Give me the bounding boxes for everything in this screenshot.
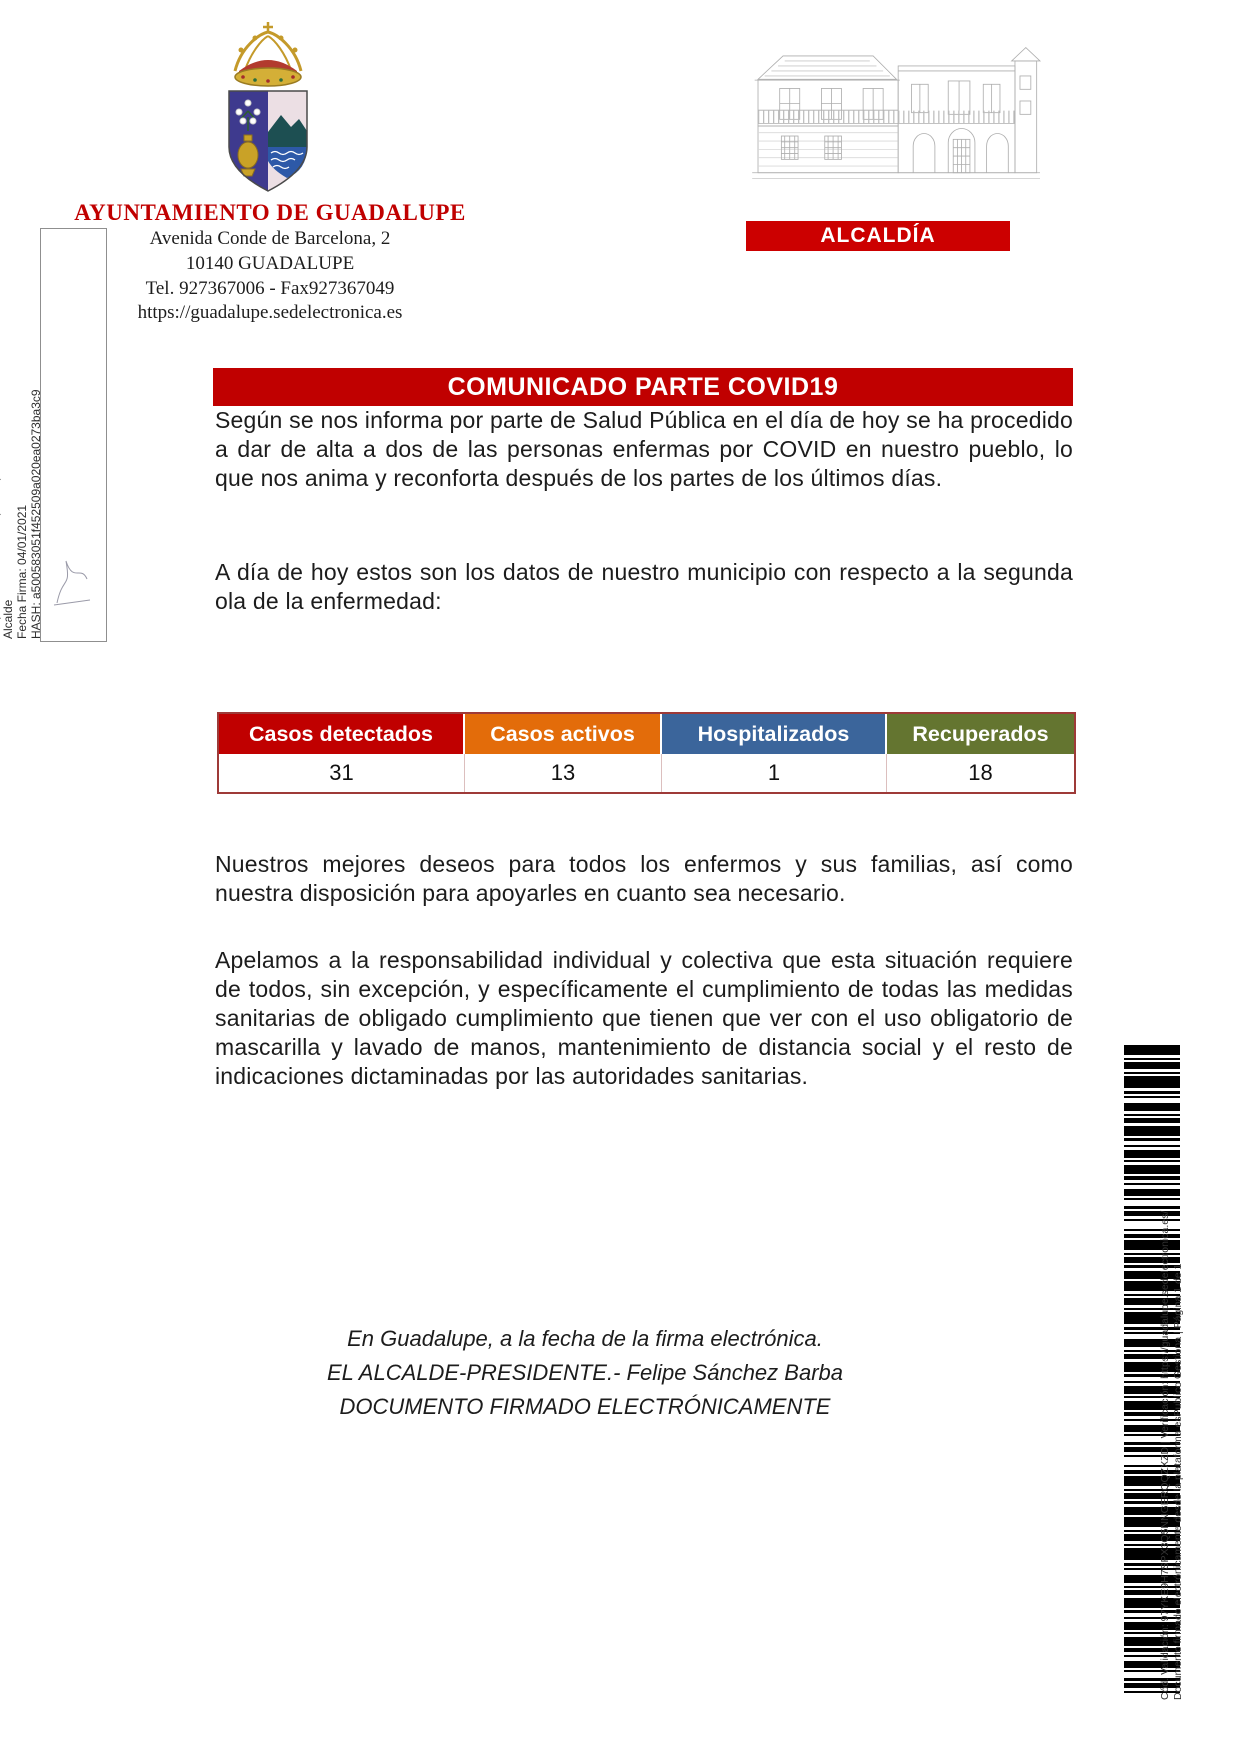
org-postal-line: 10140 GUADALUPE [185,253,355,274]
covid-data-table [217,712,1076,794]
signer-role: Alcalde [1,599,15,639]
col-header-recuperados: Recuperados [887,714,1074,754]
closing-signer-line: EL ALCALDE-PRESIDENTE.- Felipe Sánchez Barba [326,1360,843,1385]
signature-hash: HASH: a500583051f452509a020ea0273ba3c9 [29,389,43,639]
org-name: AYUNTAMIENTO DE GUADALUPE [74,200,466,225]
value-recuperados: 18 [887,754,1074,792]
town-hall-drawing-icon [748,28,1040,204]
closing-signed-electronically-line: DOCUMENTO FIRMADO ELECTRÓNICAMENTE [339,1394,831,1419]
col-header-casos-detectados: Casos detectados [219,714,465,754]
coat-of-arms-icon [221,18,315,200]
signature-scribble-icon [51,551,93,611]
validation-side-note [1159,1040,1221,1700]
validation-platform-line: Documento firmado electrónicamente desde la plataforma esPublico Gestiona | Página 1 de 1 [1172,1263,1184,1700]
col-header-hospitalizados: Hospitalizados [662,714,887,754]
org-website-line: https://guadalupe.sedelectronica.es [137,302,403,323]
closing-block [195,1322,975,1424]
col-header-casos-activos: Casos activos [465,714,662,754]
covid-table-header-row [219,714,1074,754]
signature-date: Fecha Firma: 04/01/2021 [15,504,29,639]
signature-stamp-text [0,309,45,639]
org-address-line: Avenida Conde de Barcelona, 2 [149,228,391,249]
document-title-banner: COMUNICADO PARTE COVID19 [213,368,1073,406]
org-phone-line: Tel. 927367006 - Fax927367049 [145,278,395,299]
electronic-signature-stamp [1,228,107,642]
paragraph-news: Según se nos informa por parte de Salud Pública en el día de hoy se ha procedido a dar de alta a dos de las personas enfermas por COVID en nuestro pueblo, lo que nos anima y reconforta después de los partes de los últimos días. [215,407,1073,491]
department-banner: ALCALDÍA [746,221,1010,251]
paragraph-intro-table: A día de hoy estos son los datos de nuestro municipio con respecto a la segunda ola de la enfermedad: [215,559,1073,614]
value-casos-activos: 13 [465,754,662,792]
value-casos-detectados: 31 [219,754,465,792]
closing-place-line: En Guadalupe, a la fecha de la firma electrónica. [347,1326,823,1351]
paragraph-appeal: Apelamos a la responsabilidad individual y colectiva que esta situación requiere de todos, sin excepción, y específicamente el cumplimiento de todas las medidas sanitarias de obligado cumplimiento que tienen que ver con el uso obligatorio de mascarilla y lavado de manos, mantenimiento de distancia social y el resto de indicaciones dictaminadas por las autoridades sanitarias. [215,947,1073,1089]
validation-code-line: Cód. Validación: 97YKE9H7SPX3Q5NNGERQQZXZD | Verificación: https://guadalupe.sedelectronica.es/ [1159,1210,1171,1700]
covid-table-values-row [219,754,1074,792]
validation-side-note-text [1159,1045,1187,1700]
value-hospitalizados: 1 [662,754,887,792]
paragraph-wishes: Nuestros mejores deseos para todos los enfermos y sus familias, así como nuestra disposición para apoyarles en cuanto sea necesario. [215,851,1073,906]
